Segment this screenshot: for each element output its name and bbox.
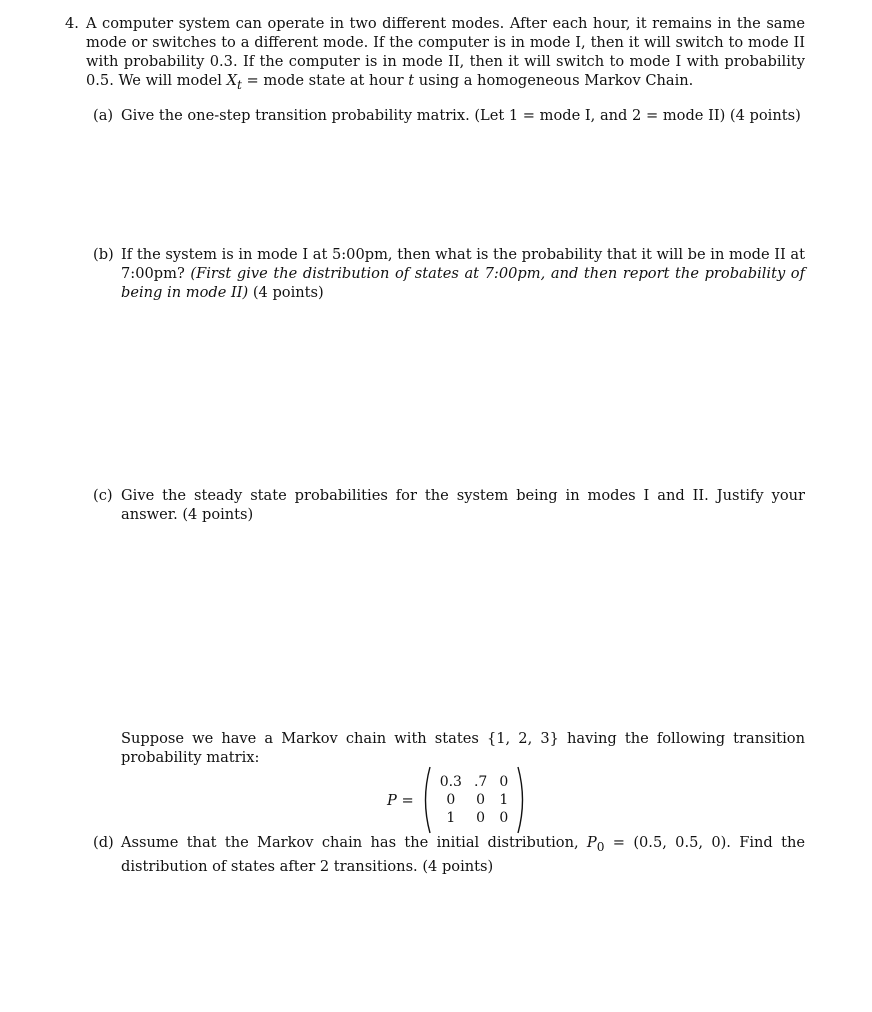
matrix-cell: 0 xyxy=(499,810,509,826)
matrix-row xyxy=(434,809,515,827)
transition-matrix xyxy=(387,765,528,835)
matrix-cell: 1 xyxy=(446,810,456,826)
question-number: 4. xyxy=(65,15,79,32)
part-b-text xyxy=(121,245,805,302)
question-4 xyxy=(65,14,805,875)
part-d-text xyxy=(121,833,805,876)
right-paren-icon xyxy=(516,765,528,835)
markov-text-a: Suppose we have a Markov chain with states xyxy=(121,730,487,747)
part-a-label: (a) xyxy=(93,107,114,124)
intro-text-a: A computer system can operate in two different modes. After each hour, it remains in the same mode or switches to a different mode. If the computer is in mode I, then it will switch to mode II with probability 0.3. If the computer is in mode II, then it will switch to mode I with probability 0.5. We will model xyxy=(86,15,805,89)
part-a-text: Give the one-step transition probability matrix. (Let 1 = mode I, and 2 = mode II) (4 points) xyxy=(121,107,801,124)
part-b-label: (b) xyxy=(93,246,114,263)
matrix-cell: 0 xyxy=(499,774,509,790)
part-a xyxy=(93,106,805,125)
markov-states: {1, 2, 3} xyxy=(486,730,559,747)
part-d-text-b: = (0.5, 0.5, 0). Find the distribution of states after 2 transitions. (4 points) xyxy=(121,834,805,875)
part-b xyxy=(93,245,805,302)
matrix-cell: 0 xyxy=(476,792,486,808)
part-d-label: (d) xyxy=(93,834,114,851)
part-c xyxy=(93,486,805,524)
markov-text-b: having the following transition probability matrix: xyxy=(121,730,805,766)
part-c-text: Give the steady state probabilities for the system being in modes I and II. Justify your answer. (4 points) xyxy=(121,487,805,523)
part-b-italic-note: (First give the distribution of states at 7:00pm, and then report the probability of being in mode II) xyxy=(121,265,805,301)
matrix-label: P = xyxy=(387,791,414,809)
matrix-grid xyxy=(434,773,515,827)
part-d-p-subscript: 0 xyxy=(596,839,605,854)
part-b-text-a: If the system is in mode I at 5:00pm, then what is the probability that it will be in mode II at 7:00pm? xyxy=(121,246,805,282)
intro-text-c: using a homogeneous Markov Chain. xyxy=(414,72,694,89)
matrix-cell: .7 xyxy=(473,774,488,790)
markov-intro xyxy=(121,729,805,767)
matrix-cell: 0 xyxy=(446,792,456,808)
intro-variable: X xyxy=(226,72,238,89)
left-paren-icon xyxy=(420,765,432,835)
part-d xyxy=(93,833,805,876)
matrix-cell: 0.3 xyxy=(439,774,462,790)
matrix-cell: 0 xyxy=(476,810,486,826)
matrix-row xyxy=(434,791,515,809)
part-b-text-b: (4 points) xyxy=(248,284,324,301)
part-d-p-variable: P xyxy=(586,834,597,851)
question-intro xyxy=(86,14,805,95)
matrix-cell: 1 xyxy=(499,792,509,808)
part-c-label: (c) xyxy=(93,487,113,504)
intro-subscript: t xyxy=(237,77,242,92)
matrix-row xyxy=(434,773,515,791)
intro-text-b: = mode state at hour xyxy=(241,72,409,89)
part-d-text-a: Assume that the Markov chain has the initial distribution, xyxy=(121,834,587,851)
question-header xyxy=(65,14,805,95)
intro-t: t xyxy=(408,72,415,89)
